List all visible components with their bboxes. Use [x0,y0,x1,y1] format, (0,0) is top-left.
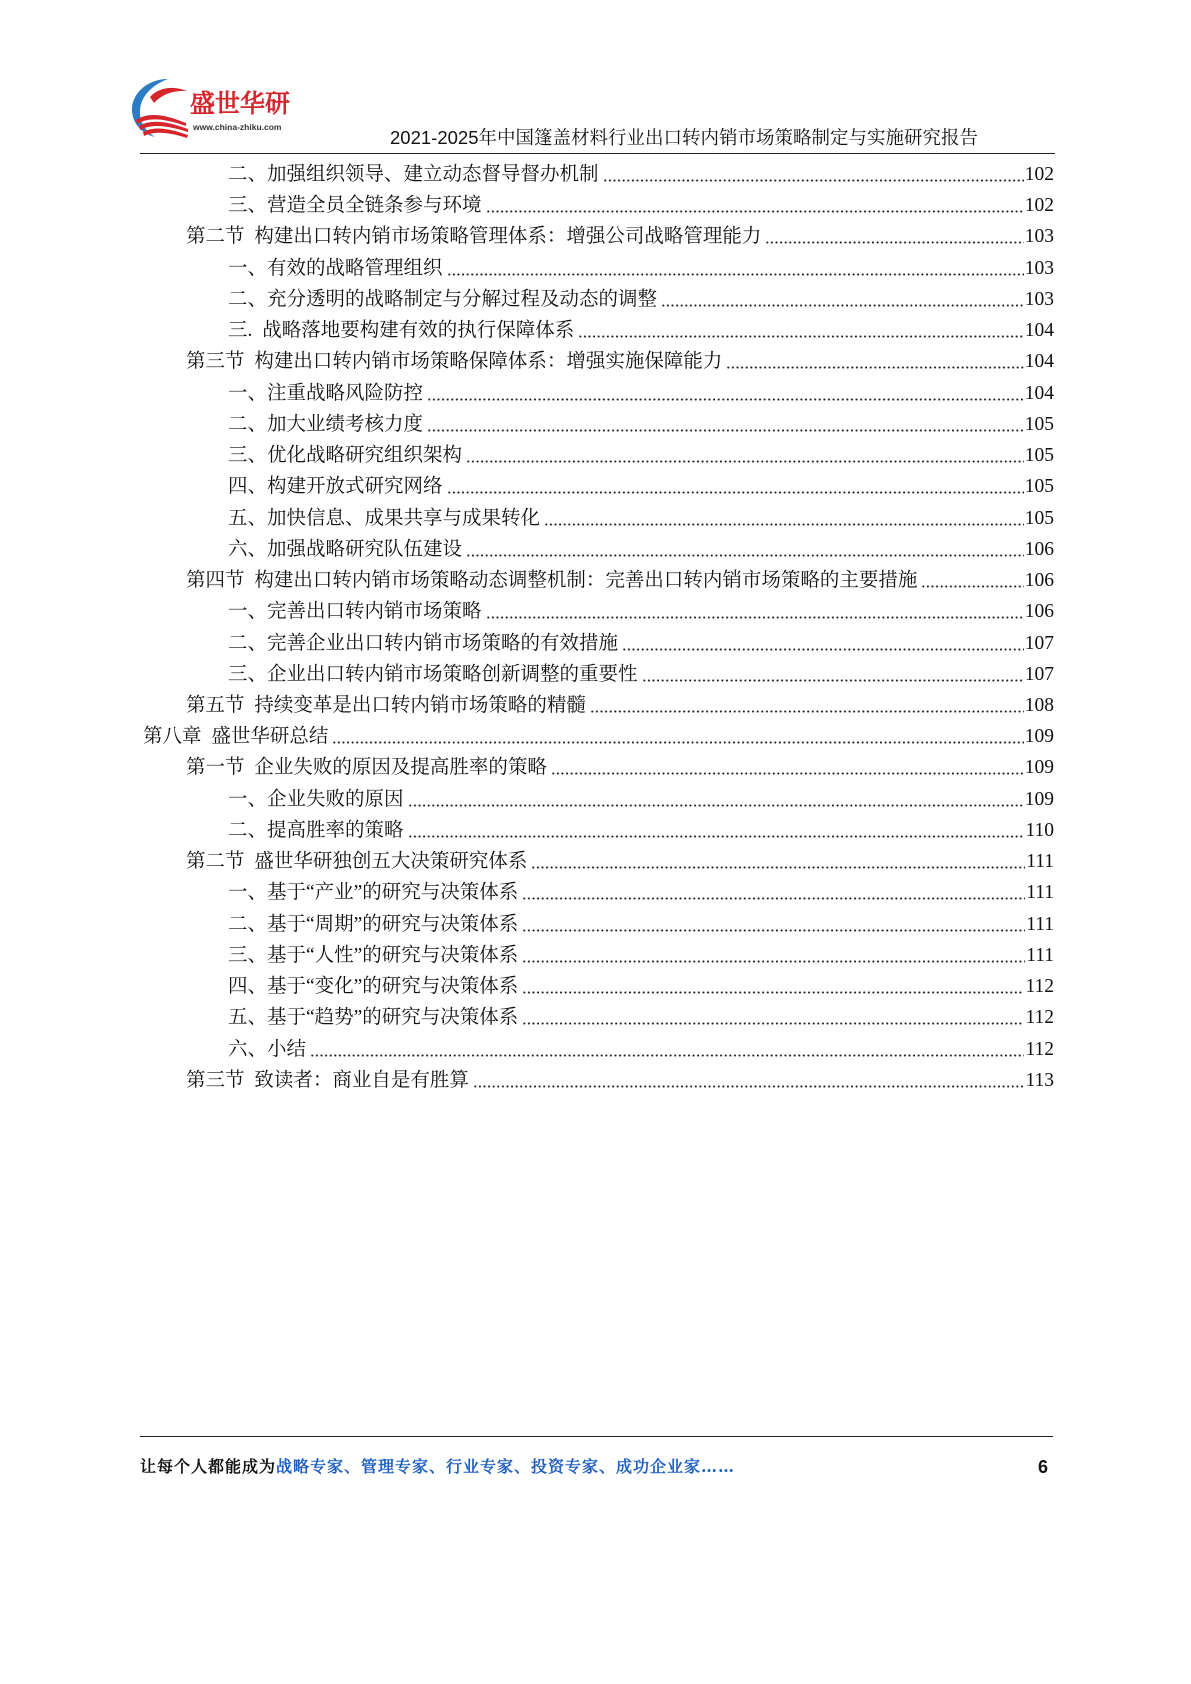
toc-entry-page-number: 111 [1026,944,1054,966]
toc-item-entry[interactable] [143,409,1054,440]
dot-leader [447,491,1024,494]
toc-entry-page-number: 103 [1024,257,1054,279]
toc-entry-page-number: 111 [1026,851,1054,873]
toc-entry-page-number: 112 [1025,1038,1054,1060]
toc-entry-page-number: 107 [1024,632,1054,654]
toc-entry-title: 三、营造全员全链条参与环境 [228,195,482,217]
toc-item-entry[interactable] [143,159,1054,190]
toc-item-entry[interactable] [143,284,1054,315]
dot-leader [408,835,1025,838]
toc-entry-page-number: 105 [1024,445,1054,467]
toc-entry-page-number: 107 [1024,663,1054,685]
toc-section-entry[interactable] [143,1065,1054,1096]
toc-item-entry[interactable] [143,1034,1054,1065]
toc-entry-title: 四、基于“变化”的研究与决策体系 [228,976,519,998]
toc-entry-title: 三、优化战略研究组织架构 [228,445,463,467]
toc-entry-title: 第八章 盛世华研总结 [143,726,329,748]
toc-entry-page-number: 104 [1024,351,1054,373]
dot-leader [466,460,1024,463]
toc-entry-title: 二、提高胜率的策略 [228,819,404,841]
footer-divider [140,1436,1053,1437]
toc-entry-title: 第三节 致读者：商业自是有胜算 [186,1069,469,1091]
toc-entry-page-number: 103 [1024,288,1054,310]
toc-entry-page-number: 113 [1025,1069,1054,1091]
toc-entry-title: 一、有效的战略管理组织 [228,257,443,279]
dot-leader [332,741,1023,744]
dot-leader [551,772,1024,775]
toc-item-entry[interactable] [143,877,1054,908]
toc-entry-title: 六、小结 [228,1038,307,1060]
toc-entry-page-number: 110 [1025,819,1054,841]
toc-item-entry[interactable] [143,628,1054,659]
toc-entry-page-number: 108 [1024,694,1054,716]
toc-entry-page-number: 105 [1024,507,1054,529]
toc-entry-page-number: 102 [1024,164,1054,185]
footer-motto [140,1456,735,1478]
toc-entry-title: 第四节 构建出口转内销市场策略动态调整机制：完善出口转内销市场策略的主要措施 [186,570,918,592]
dot-leader [661,304,1024,307]
toc-entry-page-number: 105 [1024,476,1054,498]
toc-section-entry[interactable] [143,221,1054,252]
toc-item-entry[interactable] [143,596,1054,627]
toc-item-entry[interactable] [143,659,1054,690]
toc-item-entry[interactable] [143,378,1054,409]
footer-motto-lead: 让每个人都能成为 [140,1457,277,1476]
toc-item-entry[interactable] [143,815,1054,846]
toc-entry-title: 四、构建开放式研究网络 [228,476,443,498]
dot-leader [522,991,1024,994]
toc-entry-page-number: 109 [1024,788,1054,810]
toc-entry-page-number: 103 [1024,226,1054,248]
dot-leader [726,366,1023,369]
dot-leader [473,1085,1025,1088]
toc-entry-title: 一、企业失败的原因 [228,788,404,810]
dot-leader [486,210,1024,213]
logo-url: www.china-zhiku.com [193,122,282,132]
toc-item-entry[interactable] [143,471,1054,502]
toc-entry-page-number: 106 [1024,601,1054,623]
toc-section-entry[interactable] [143,346,1054,377]
toc-item-entry[interactable] [143,190,1054,221]
toc-item-entry[interactable] [143,784,1054,815]
dot-leader [765,241,1023,244]
toc-entry-title: 二、基于“周期”的研究与决策体系 [228,913,519,935]
toc-item-entry[interactable] [143,971,1054,1002]
toc-entry-title: 一、注重战略风险防控 [228,382,424,404]
table-of-contents [143,159,1054,1096]
toc-section-entry[interactable] [143,690,1054,721]
toc-section-entry[interactable] [143,752,1054,783]
dot-leader [427,429,1024,432]
header-divider [140,153,1055,154]
toc-entry-title: 第一节 企业失败的原因及提高胜率的策略 [186,757,547,779]
toc-entry-title: 二、完善企业出口转内销市场策略的有效措施 [228,632,619,654]
dot-leader [531,866,1025,869]
toc-entry-title: 三. 战略落地要构建有效的执行保障体系 [228,320,575,342]
toc-section-entry[interactable] [143,846,1054,877]
toc-item-entry[interactable] [143,315,1054,346]
toc-entry-title: 三、基于“人性”的研究与决策体系 [228,944,519,966]
toc-entry-title: 一、完善出口转内销市场策略 [228,601,482,623]
page-number: 6 [1037,1457,1048,1477]
dot-leader [427,398,1024,401]
dot-leader [603,179,1024,182]
logo-name: 盛世华研 [190,89,291,118]
logo-book-icon [128,76,192,142]
toc-section-entry[interactable] [143,565,1054,596]
toc-entry-page-number: 112 [1025,1007,1054,1029]
toc-item-entry[interactable] [143,440,1054,471]
toc-item-entry[interactable] [143,253,1054,284]
dot-leader [544,523,1024,526]
toc-item-entry[interactable] [143,1002,1054,1033]
dot-leader [522,960,1025,963]
dot-leader [590,710,1024,713]
toc-entry-title: 六、加强战略研究队伍建设 [228,538,463,560]
toc-entry-title: 第二节 盛世华研独创五大决策研究体系 [186,851,528,873]
toc-item-entry[interactable] [143,909,1054,940]
report-title: 2021-2025年中国篷盖材料行业出口转内销市场策略制定与实施研究报告 [390,127,978,148]
dot-leader [466,554,1024,557]
toc-chapter-entry[interactable] [143,721,1054,752]
dot-leader [522,897,1025,900]
toc-item-entry[interactable] [143,534,1054,565]
toc-item-entry[interactable] [143,940,1054,971]
dot-leader [642,679,1024,682]
toc-entry-page-number: 102 [1024,195,1054,217]
toc-entry-page-number: 112 [1025,976,1054,998]
toc-entry-title: 五、加快信息、成果共享与成果转化 [228,507,541,529]
toc-entry-title: 二、加强组织领导、建立动态督导督办机制 [228,164,599,185]
dot-leader [622,648,1024,651]
toc-entry-title: 五、基于“趋势”的研究与决策体系 [228,1007,519,1029]
toc-entry-page-number: 105 [1024,413,1054,435]
dot-leader [486,616,1024,619]
toc-entry-title: 三、企业出口转内销市场策略创新调整的重要性 [228,663,638,685]
toc-item-entry[interactable] [143,503,1054,534]
toc-entry-page-number: 109 [1024,726,1054,748]
dot-leader [921,585,1023,588]
toc-entry-page-number: 104 [1024,320,1054,342]
dot-leader [522,1022,1024,1025]
company-logo [128,76,300,146]
toc-entry-page-number: 104 [1024,382,1054,404]
dot-leader [310,1054,1024,1057]
toc-entry-title: 一、基于“产业”的研究与决策体系 [228,882,519,904]
footer-motto-highlight: 战略专家、管理专家、行业专家、投资专家、成功企业家…… [276,1457,736,1476]
dot-leader [408,804,1024,807]
toc-entry-page-number: 111 [1026,913,1054,935]
dot-leader [578,335,1023,338]
toc-entry-page-number: 109 [1024,757,1054,779]
dot-leader [522,929,1025,932]
toc-entry-title: 二、加大业绩考核力度 [228,413,424,435]
toc-entry-title: 第三节 构建出口转内销市场策略保障体系：增强实施保障能力 [186,351,723,373]
dot-leader [447,273,1024,276]
toc-entry-title: 二、充分透明的战略制定与分解过程及动态的调整 [228,288,658,310]
toc-entry-title: 第二节 构建出口转内销市场策略管理体系：增强公司战略管理能力 [186,226,762,248]
toc-entry-page-number: 111 [1026,882,1054,904]
toc-entry-title: 第五节 持续变革是出口转内销市场策略的精髓 [186,694,586,716]
toc-entry-page-number: 106 [1024,538,1054,560]
toc-entry-page-number: 106 [1024,570,1054,592]
